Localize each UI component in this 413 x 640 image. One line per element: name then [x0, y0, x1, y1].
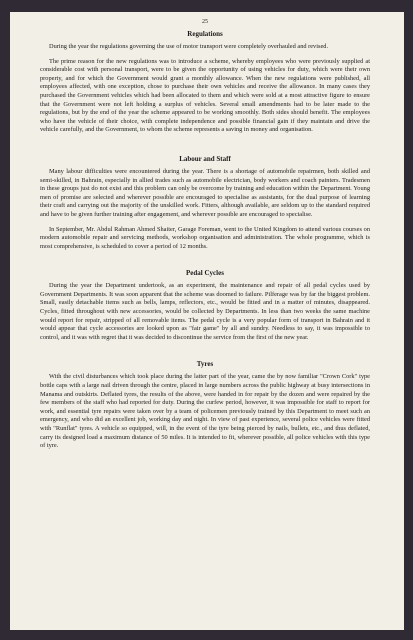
paragraph: In September, Mr. Abdul Rahman Ahmed Shaiter, Garage Foreman, went to the United Kingdom to attend various courses on modern automobile repair and servicing methods, workshop organisation and administration. The whole programme, which is most comprehensive, is scheduled to cover a period of 12 months.	[40, 225, 370, 250]
section-pedal-cycles	[40, 269, 370, 342]
paragraph: With the civil disturbances which took place during the latter part of the year, came the by now familiar "Crown Cork" type bottle caps with a large nail driven through the centre, placed in large numbers across the public highway at busy intersections in Manama and outskirts. Deflated tyres, the results of the above, were handed in for repair by the dozen and were repaired by the few members of the staff who had reported for duty. During the curfew period, however, it was impossible for staff to report for work, and essential tyre repairs were taken over by a team of policemen previously trained by this Department to meet such an emergency, and who did an excellent job, working day and night. In view of past experience, several police vehicles were fitted with "Runflat" tyres. A vehicle so equipped, will, in the event of the tyre being pierced by nails, bullets, etc., and thus deflated, carry its designed load a maximum distance of 50 miles. It is intended to fit, wherever possible, all police vehicles with this type of tyre.	[40, 373, 370, 450]
paragraph: During the year the Department undertook, as an experiment, the maintenance and repair of all pedal cycles used by Government Departments. It was soon apparent that the scheme was doomed to failure. Pilferage was by far the biggest problem. Small, easily detachable items such as bells, lamps, reflectors, etc., would be fitted and in a matter of minutes, disappeared. Cycles, fitted throughout with new accessories, would be collected by Departments. In less than two weeks the same machine would report for repair, stripped of all removable items. The pedal cycle is a very popular form of transport in Bahrain and it would appear that cycle accessories are looked upon as "fair game" by all and sundry. Needless to say, it was impossible to control, and it was with regret that it was decided to discontinue the service from the first of the new year.	[40, 282, 370, 341]
document-page	[10, 12, 404, 630]
section-heading: Tyres	[196, 360, 214, 369]
paragraph: The prime reason for the new regulations was to introduce a scheme, whereby employees who were previously supplied at considerable cost with personal transport, were to be given the opportunity of using vehicles for duty, which were their own property, and for which the Government would grant a monthly allowance. When the new regulations were published, all employees affected, with one exception, chose to purchase their own vehicles and receive the allowance. In many cases they purchased the Government vehicles which had been allocated to them and which were sold at a most attractive figure to ensure that the Government were not left holding a surplus of vehicles. Several small amendments had to be later made to the regulations, but by the end of the year the scheme appeared to be working smoothly. Both sides should benefit. The employees who have the vehicle of their choice, with complete independence and possible financial gain if they maintain and drive the vehicle carefully, and the Government, to whom the scheme represents a saving in money and organisation.	[40, 57, 370, 134]
paragraph: During the year the regulations governing the use of motor transport were completely overhauled and revised.	[49, 43, 329, 50]
paragraph: Many labour difficulties were encountered during the year. There is a shortage of automobile repairmen, both skilled and semi-skilled, in Bahrain, especially in allied trades such as automobile electrician, body workers and coach painters. Tradesmen in these groups just do not exist and this problem can only be overcome by training and education within the Department. Young men of promise are selected and wherever possible are encouraged to specialise as assistants, for the dual purpose of learning their craft and carrying out the majority of the unskilled work. Fitters, although available, are seldom up to the standard required and have to be given further training after engagement, and wherever possible are encouraged to specialise.	[40, 167, 370, 218]
section-tyres	[40, 360, 370, 450]
section-regulations	[40, 30, 370, 135]
section-labour-and-staff	[40, 155, 370, 251]
section-heading: Pedal Cycles	[186, 269, 224, 278]
page-number: 25	[202, 19, 208, 25]
section-heading: Labour and Staff	[179, 154, 231, 163]
section-heading: Regulations	[187, 30, 223, 38]
